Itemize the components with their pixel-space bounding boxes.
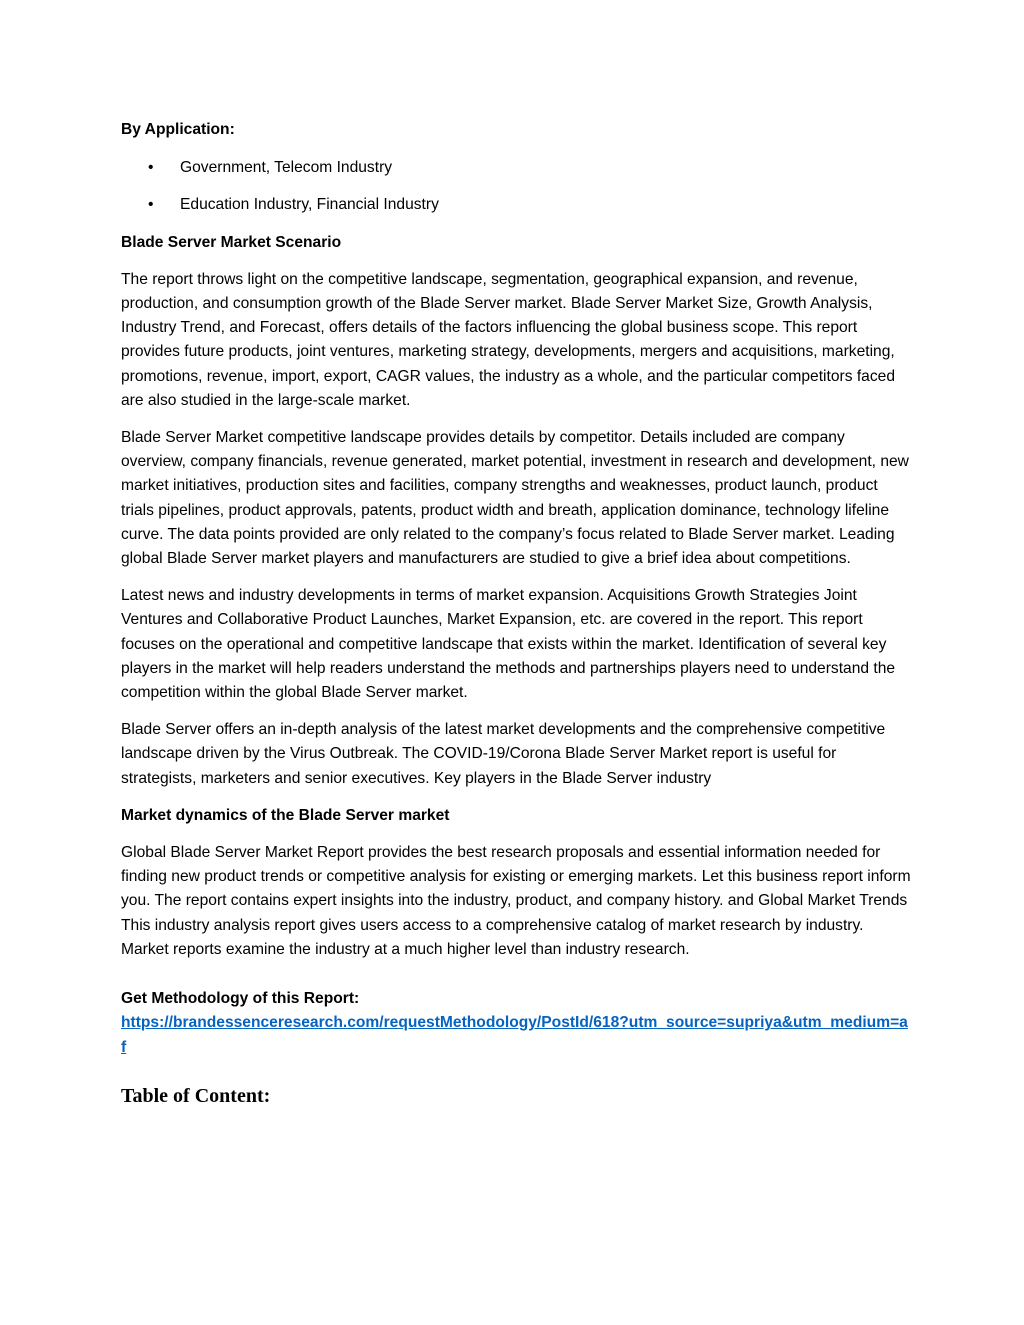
list-item: [121, 193, 911, 217]
application-item-label: Education Industry, Financial Industry: [180, 196, 439, 214]
dynamics-paragraph: Global Blade Server Market Report provides the best research proposals and essential information needed for finding new product trends or competitive analysis for existing or emerging markets. Let this business report inform you. The report contains expert insights into the industry, product, and company history. and Global Market Trends This industry analysis report gives users access to a comprehensive catalog of market research by industry. Market reports examine the industry at a much higher level than industry research.: [121, 844, 911, 958]
scenario-heading: Blade Server Market Scenario: [121, 233, 342, 251]
scenario-paragraph: Blade Server offers an in-depth analysis of the latest market developments and the comprehensive competitive landscape driven by the Virus Outbreak. The COVID-19/Corona Blade Server Market report is useful for strategists, marketers and senior executives. Key players in the Blade Server industry: [121, 721, 886, 787]
by-application-heading: By Application:: [121, 121, 235, 138]
scenario-paragraph: The report throws light on the competitive landscape, segmentation, geographical expansion, and revenue, production, and consumption growth of the Blade Server market. Blade Server Market Size, Growth Analysis, Industry Trend, and Forecast, offers details of the factors influencing the global business scope. This report provides future products, joint ventures, marketing strategy, developments, mergers and acquisitions, marketing, promotions, revenue, import, export, CAGR values, the industry as a whole, and the particular competitors faced are also studied in the large-scale market.: [121, 270, 895, 409]
table-of-content-heading: Table of Content:: [121, 1084, 271, 1107]
methodology-link[interactable]: https://brandessenceresearch.com/requestMethodology/PostId/618?utm_source=supriya&utm_medium=af: [121, 1014, 908, 1056]
application-list: [121, 156, 911, 217]
methodology-label: Get Methodology of this Report:: [121, 990, 360, 1008]
application-item-label: Government, Telecom Industry: [180, 159, 393, 177]
document-page: [121, 118, 911, 1108]
scenario-paragraph: Latest news and industry developments in terms of market expansion. Acquisitions Growth Strategies Joint Ventures and Collaborative Product Launches, Market Expansion, etc. are covered in the report. This report focuses on the operational and competitive landscape that exists within the market. Identification of several key players in the market will help readers understand the methods and partnerships players need to understand the competition within the global Blade Server market.: [121, 587, 896, 702]
bullet-icon: •: [148, 196, 154, 214]
bullet-icon: •: [148, 159, 154, 177]
dynamics-heading: Market dynamics of the Blade Server market: [121, 806, 450, 824]
list-item: [121, 156, 911, 180]
spacer: [121, 975, 911, 987]
scenario-paragraph: Blade Server Market competitive landscape provides details by competitor. Details included are company overview, company financials, revenue generated, market potential, investment in research and development, new market initiatives, production sites and facilities, company strengths and weaknesses, product launch, product trials pipelines, product approvals, patents, product width and breath, application dominance, technology lifeline curve. The data points provided are only related to the company’s focus related to Blade Server market. Leading global Blade Server market players and manufacturers are studied to give a brief idea about competitions.: [121, 429, 909, 568]
